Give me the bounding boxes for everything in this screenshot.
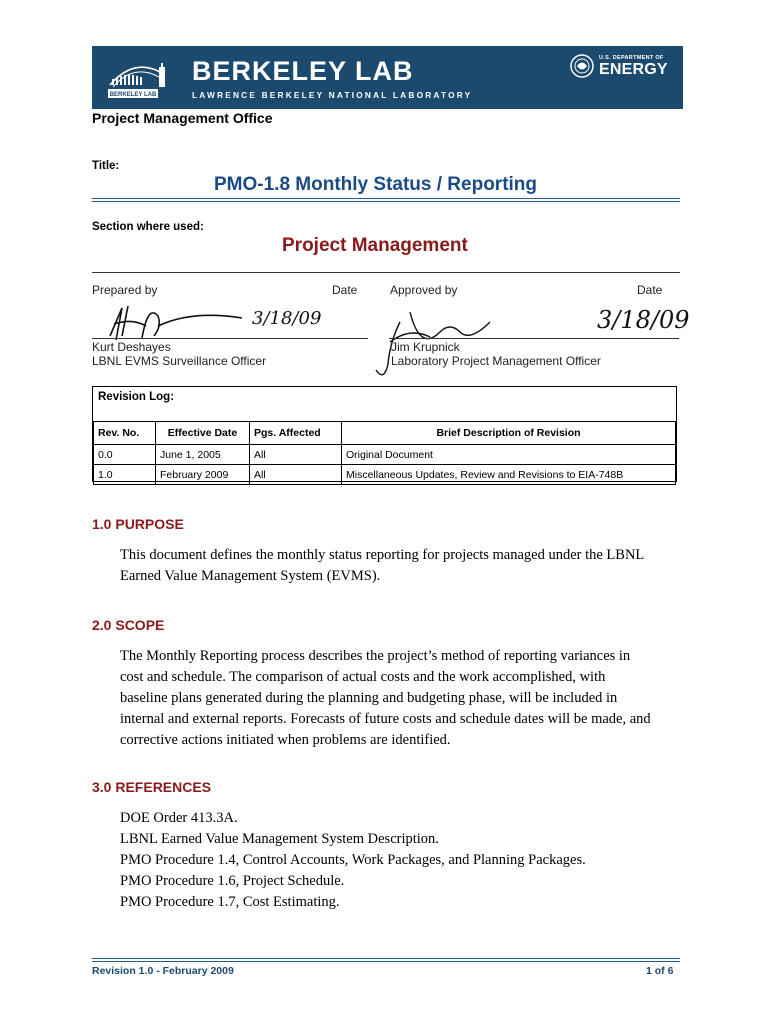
section-heading-purpose: 1.0 PURPOSE: [92, 516, 184, 532]
header-banner: [92, 46, 683, 109]
revision-table: [93, 421, 676, 485]
cell-rev-no: 1.0: [94, 465, 156, 485]
doe-seal-icon: [570, 54, 594, 78]
cell-rev-no: 0.0: [94, 445, 156, 465]
text-line: cost and schedule. The comparison of actual costs and the work accomplished, with: [120, 669, 606, 685]
section-heading-references: 3.0 REFERENCES: [92, 779, 212, 795]
footer-page-number: 1 of 6: [646, 965, 674, 977]
approved-by-label: Approved by: [390, 283, 458, 297]
purpose-body: [120, 545, 644, 587]
logo-small-badge: BERKELEY LAB: [109, 92, 157, 98]
revision-log: [92, 386, 677, 482]
cell-pgs-affected: All: [250, 465, 342, 485]
footer-divider: [92, 958, 680, 962]
text-line: Earned Value Management System (EVMS).: [120, 568, 381, 584]
footer-revision: Revision 1.0 - February 2009: [92, 965, 234, 977]
signature-block: [92, 278, 690, 382]
list-item: PMO Procedure 1.7, Cost Estimating.: [120, 894, 340, 910]
text-line: baseline plans generated during the planning and budgeting phase, will be included in: [120, 690, 618, 706]
section-name: Project Management: [282, 235, 468, 256]
approver-name: Jim Krupnick: [391, 340, 460, 354]
scope-body: [120, 646, 651, 751]
section-label: Section where used:: [92, 221, 204, 233]
approver-date-handwritten: 3/18/09: [597, 306, 690, 334]
list-item: PMO Procedure 1.6, Project Schedule.: [120, 873, 345, 889]
table-row: [94, 465, 676, 485]
berkeley-lab-logo-icon: [104, 55, 178, 101]
banner-title: BERKELEY LAB: [192, 56, 414, 86]
table-row: [94, 445, 676, 465]
title-divider: [92, 198, 680, 202]
approver-role: Laboratory Project Management Officer: [391, 354, 601, 368]
text-line: The Monthly Reporting process describes the project’s method of reporting variances in: [120, 648, 631, 664]
section-heading-scope: 2.0 SCOPE: [92, 617, 165, 633]
doe-small-text: U.S. DEPARTMENT OF: [599, 55, 664, 61]
references-list: [120, 808, 586, 913]
list-item: PMO Procedure 1.4, Control Accounts, Work Packages, and Planning Packages.: [120, 852, 586, 868]
cell-description: Miscellaneous Updates, Review and Revisions to EIA-748B: [342, 465, 676, 485]
banner-subtitle: LAWRENCE BERKELEY NATIONAL LABORATORY: [192, 90, 473, 100]
preparer-name: Kurt Deshayes: [92, 340, 171, 354]
preparer-signature-icon: [92, 296, 252, 342]
approver-signature-icon: [370, 292, 520, 382]
list-item: LBNL Earned Value Management System Description.: [120, 831, 439, 847]
cell-effective-date: June 1, 2005: [156, 445, 250, 465]
text-line: This document defines the monthly status reporting for projects managed under the LBNL: [120, 547, 645, 563]
col-header-description: Brief Description of Revision: [342, 422, 676, 445]
section-divider: [92, 272, 680, 273]
prepared-by-label: Prepared by: [92, 283, 158, 297]
cell-description: Original Document: [342, 445, 676, 465]
approver-signature-line: [389, 338, 679, 339]
office-name: Project Management Office: [92, 110, 273, 126]
list-item: DOE Order 413.3A.: [120, 810, 238, 826]
revision-log-title: Revision Log:: [98, 391, 175, 403]
text-line: corrective actions initiated when problems are identified.: [120, 732, 451, 748]
title-label: Title:: [92, 160, 120, 172]
date-label-prepared: Date: [332, 283, 358, 297]
cell-pgs-affected: All: [250, 445, 342, 465]
document-title: PMO-1.8 Monthly Status / Reporting: [214, 174, 538, 195]
cell-effective-date: February 2009: [156, 465, 250, 485]
col-header-rev-no: Rev. No.: [94, 422, 156, 445]
col-header-pgs-affected: Pgs. Affected: [250, 422, 342, 445]
doe-wordmark: ENERGY: [599, 61, 668, 78]
preparer-date-handwritten: 3/18/09: [252, 308, 322, 329]
col-header-effective-date: Effective Date: [156, 422, 250, 445]
revision-header-row: [94, 422, 676, 445]
preparer-signature-line: [92, 338, 368, 339]
date-label-approved: Date: [637, 283, 663, 297]
preparer-role: LBNL EVMS Surveillance Officer: [92, 354, 267, 368]
text-line: internal and external reports. Forecasts of future costs and schedule dates will be made, and: [120, 711, 651, 727]
